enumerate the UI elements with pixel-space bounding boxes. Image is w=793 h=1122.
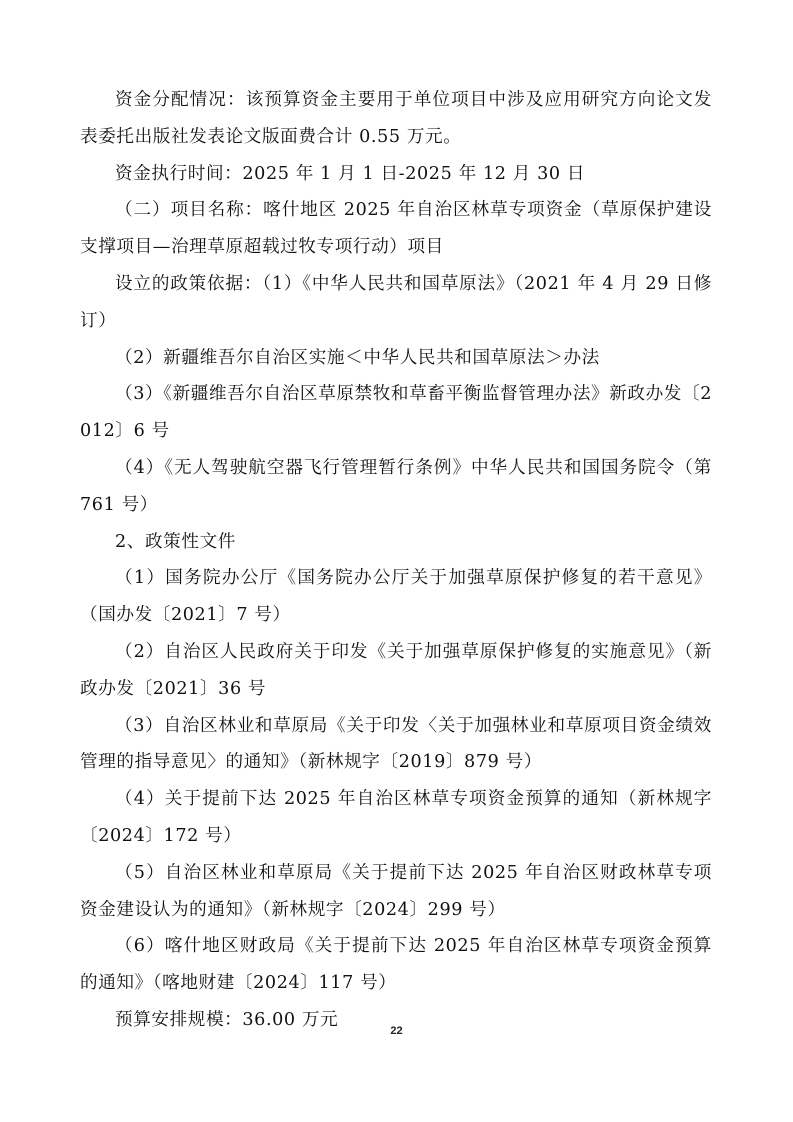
document-body: [80, 82, 712, 1039]
paragraph-fund-allocation: 资金分配情况：该预算资金主要用于单位项目中涉及应用研究方向论文发表委托出版社发表论文版面费合计 0.55 万元。: [80, 90, 712, 147]
paragraph-policy-doc-6: （6）喀什地区财政局《关于提前下达 2025 年自治区林草专项资金预算的通知》（喀地财建〔2024〕117 号）: [80, 936, 712, 994]
paragraph-project-name: （二）项目名称：喀什地区 2025 年自治区林草专项资金（草原保护建设支撑项目—治理草原超载过牧专项行动）项目: [80, 200, 712, 258]
paragraph-policy-item-3: （3）《新疆维吾尔自治区草原禁牧和草畜平衡监督管理办法》新政办发〔2012〕6 号: [80, 384, 712, 442]
paragraph-policy-doc-4: （4）关于提前下达 2025 年自治区林草专项资金预算的通知（新林规字〔2024〕172 号）: [80, 789, 712, 846]
paragraph-policy-doc-1: （1）国务院办公厅《国务院办公厅关于加强草原保护修复的若干意见》（国办发〔2021〕7 号）: [80, 568, 712, 626]
paragraph-policy-doc-3: （3）自治区林业和草原局《关于印发〈关于加强林业和草原项目资金绩效管理的指导意见〉的通知》（新林规字〔2019〕879 号）: [80, 715, 712, 773]
paragraph-policy-item-4: （4）《无人驾驶航空器飞行管理暂行条例》中华人民共和国国务院令（第 761 号）: [80, 457, 712, 515]
paragraph-policy-doc-2: （2）自治区人民政府关于印发《关于加强草原保护修复的实施意见》（新政办发〔2021〕36 号: [80, 641, 712, 699]
paragraph-policy-item-2: （2）新疆维吾尔自治区实施＜中华人民共和国草原法＞办法: [115, 347, 600, 368]
paragraph-execution-time: 资金执行时间：2025 年 1 月 1 日-2025 年 12 月 30 日: [115, 163, 586, 184]
paragraph-budget-scale: 预算安排规模：36.00 万元: [115, 1009, 339, 1030]
section-heading-policy-documents: 2、政策性文件: [115, 531, 236, 552]
page-number: 22: [390, 1025, 403, 1037]
paragraph-policy-doc-5: （5）自治区林业和草原局《关于提前下达 2025 年自治区财政林草专项资金建设认为的通知》（新林规字〔2024〕299 号）: [80, 862, 712, 920]
paragraph-policy-basis: 设立的政策依据：（1）《中华人民共和国草原法》（2021 年 4 月 29 日修订）: [80, 273, 712, 331]
